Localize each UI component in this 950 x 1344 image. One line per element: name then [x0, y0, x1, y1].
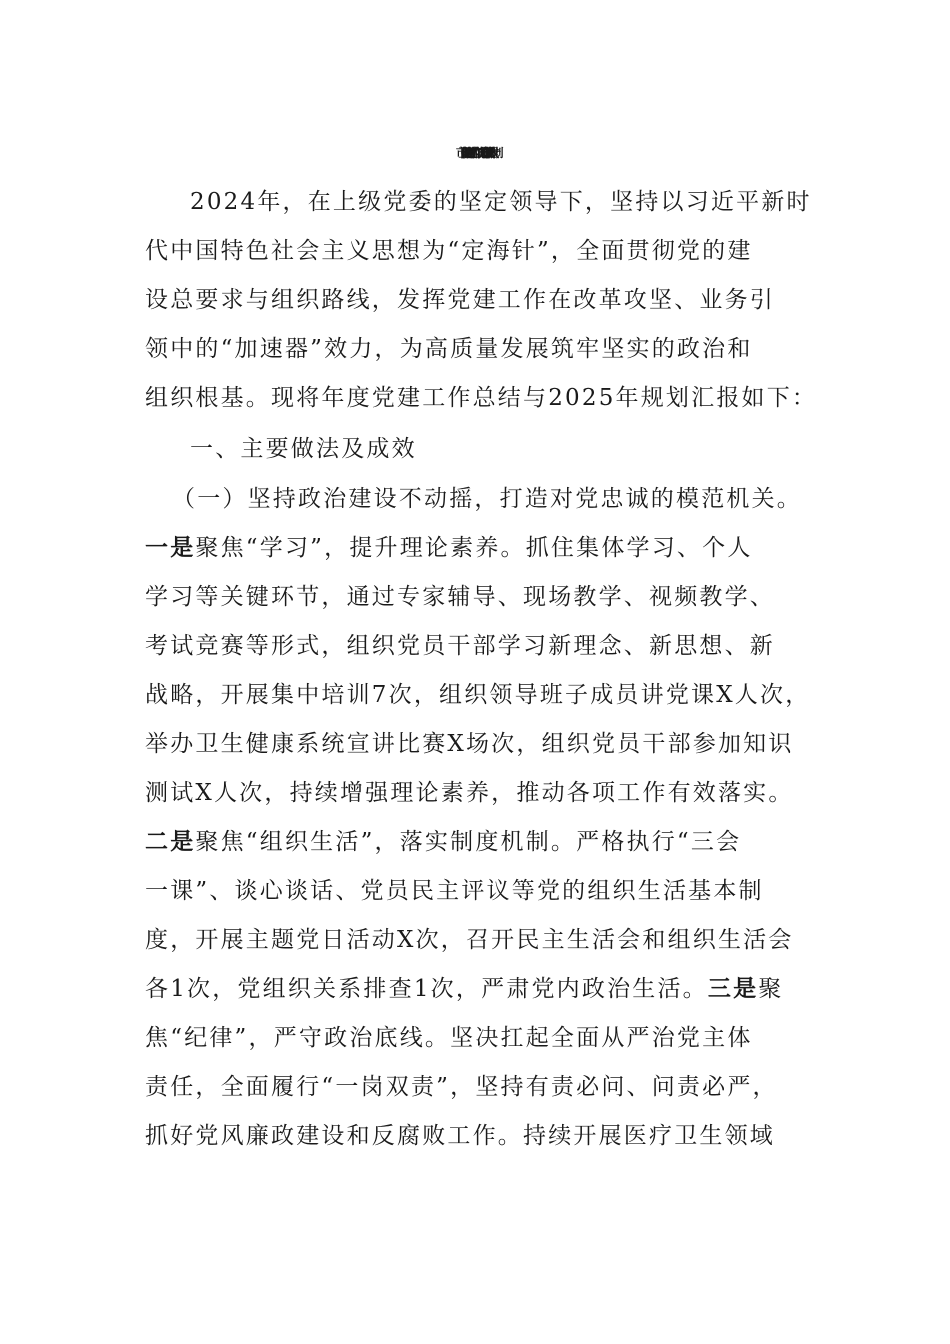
paragraph-line — [145, 727, 794, 761]
line-text: 组织根基。现将年度党建工作总结与2025年规划汇报如下： — [145, 385, 818, 411]
line-text: 设总要求与组织路线，发挥党建工作在改革攻坚、业务引 — [145, 287, 775, 313]
line-text: 2024年，在上级党委的坚定领导下，坚持以习近平新时 — [190, 189, 812, 215]
line-text: 领中的“加速器”效力，为高质量发展筑牢坚实的政治和 — [145, 336, 753, 362]
section-heading — [190, 432, 417, 466]
line-text: 考试竞赛等形式，组织党员干部学习新理念、新思想、新 — [145, 633, 775, 659]
line-text: 聚焦“学习”，提升理论素养。抓住集体学习、个人 — [195, 535, 753, 561]
line-text: 一、主要做法及成效 — [190, 436, 417, 462]
paragraph-line — [145, 580, 775, 614]
paragraph-line — [145, 381, 817, 415]
lead-marker: 三是 — [707, 975, 759, 1002]
paragraph-line — [145, 1070, 778, 1104]
lead-marker: 一是 — [145, 534, 196, 561]
paragraph-line — [145, 923, 794, 957]
paragraph-line — [145, 234, 753, 268]
document-title: 市卫健局2024年党建工作情况总结及2025年工作计划 — [455, 146, 495, 160]
lead-marker: 二是 — [145, 828, 196, 855]
line-text: 责任，全面履行“一岗双责”，坚持有责必问、问责必严， — [145, 1074, 778, 1100]
paragraph-line — [190, 185, 812, 219]
line-text: 度，开展主题党日活动X次，召开民主生活会和组织生活会 — [145, 927, 794, 953]
paragraph-line — [145, 825, 741, 859]
line-text: 代中国特色社会主义思想为“定海针”，全面贯彻党的建 — [145, 238, 753, 264]
line-text: 焦“纪律”，严守政治底线。坚决扛起全面从严治党主体 — [145, 1025, 753, 1051]
paragraph-line — [145, 629, 775, 663]
line-text: 一课”、谈心谈话、党员民主评议等党的组织生活基本制 — [145, 878, 764, 904]
paragraph-line — [145, 283, 775, 317]
line-text: 聚焦“组织生活”，落实制度机制。严格执行“三会 — [195, 829, 742, 855]
paragraph-line — [145, 776, 794, 810]
subsection-heading — [172, 482, 802, 516]
paragraph-line — [145, 972, 783, 1006]
paragraph-line — [145, 1119, 775, 1153]
paragraph-line — [145, 678, 810, 712]
paragraph-line — [145, 1021, 753, 1055]
line-text: 战略，开展集中培训7次，组织领导班子成员讲党课X人次， — [145, 682, 811, 708]
paragraph-line — [145, 531, 753, 565]
line-text: 抓好党风廉政建设和反腐败工作。持续开展医疗卫生领域 — [145, 1123, 775, 1149]
line-text: 各1次，党组织关系排查1次，严肃党内政治生活。 — [145, 976, 708, 1002]
line-text: 测试X人次，持续增强理论素养，推动各项工作有效落实。 — [145, 780, 794, 806]
line-text: 举办卫生健康系统宣讲比赛X场次，组织党员干部参加知识 — [145, 731, 794, 757]
paragraph-line — [145, 332, 753, 366]
paragraph-line — [145, 874, 764, 908]
line-text: 聚 — [758, 976, 784, 1002]
line-text: （一）坚持政治建设不动摇，打造对党忠诚的模范机关。 — [172, 486, 802, 512]
line-text: 学习等关键环节，通过专家辅导、现场教学、视频教学、 — [145, 584, 775, 610]
